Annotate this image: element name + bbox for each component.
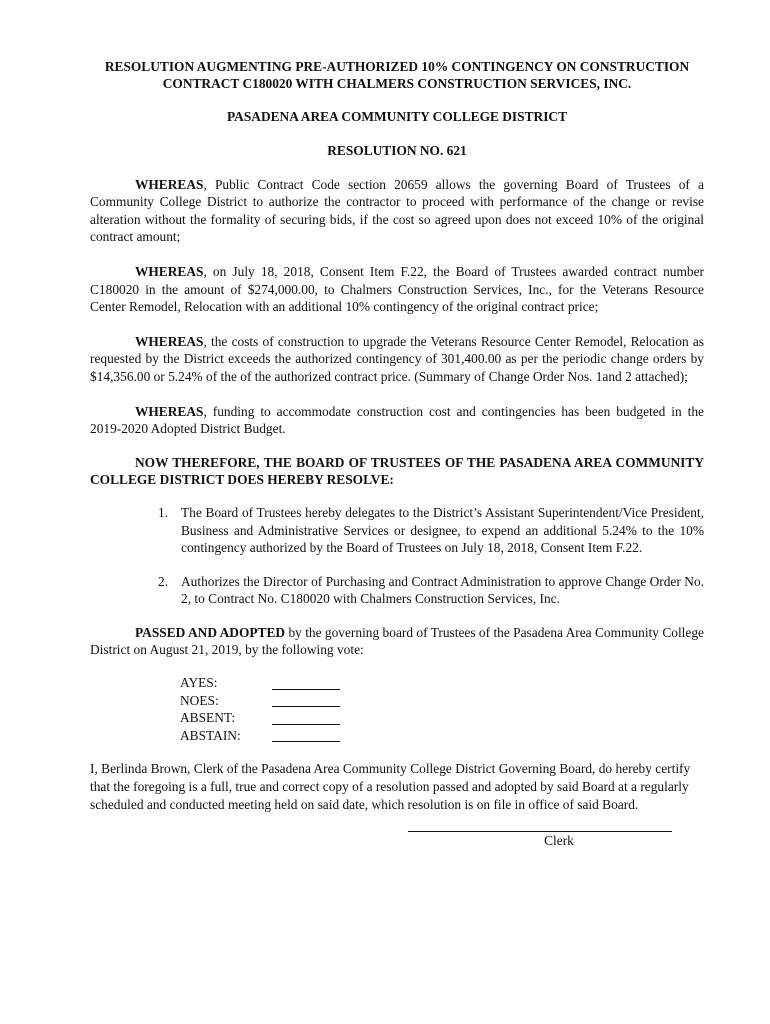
vote-label: ABSENT: (180, 710, 236, 726)
resolve-heading-text: NOW THEREFORE, THE BOARD OF TRUSTEES OF THE PASADENA AREA COMMUNITY COLLEGE DISTRICT DOES HEREBY RESOLVE: (90, 454, 704, 488)
list-item-text: The Board of Trustees hereby delegates to the District’s Assistant Superintendent/Vice President, Business and Administrative Services or designee, to expend an additional 5.24% to the 10% contingency authorized by the Board of Trustees on July 18, 2018, Consent Item F.22. (181, 504, 704, 556)
document-page (90, 58, 704, 849)
whereas-text: , Public Contract Code section 20659 allows the governing Board of Trustees of a Community College District to authorize the contractor to proceed with performance of the change or revise alteration without the formality of securing bids, if the cost so agreed upon does not exceed 10% of the original contract amount; (90, 176, 704, 245)
passed-text: by the governing board of Trustees of the Pasadena Area Community College District on August 21, 2019, by the following vote: (90, 624, 704, 658)
whereas-lead: WHEREAS (135, 403, 204, 419)
vote-blank-line[interactable] (272, 712, 340, 725)
vote-row-absent (180, 709, 704, 727)
resolve-heading (90, 454, 704, 489)
whereas-paragraph-4 (90, 403, 704, 438)
clerk-certification: I, Berlinda Brown, Clerk of the Pasadena Area Community College District Governing Board, do hereby certify that the foregoing is a full, true and correct copy of a resolution passed and adopted by said Board at a regularly scheduled and conducted meeting held on said date, which resolution is on file in office of said Board. (90, 761, 691, 812)
whereas-text: , funding to accommodate construction cost and contingencies has been budgeted in the 2019-2020 Adopted District Budget. (90, 403, 704, 437)
list-item-number: 1. (158, 504, 169, 520)
list-item (158, 573, 704, 608)
whereas-paragraph-3 (90, 333, 704, 386)
vote-tally (180, 674, 704, 744)
vote-label: ABSTAIN: (180, 727, 241, 743)
passed-adopted-paragraph (90, 624, 704, 659)
list-item (158, 504, 704, 557)
whereas-text: , on July 18, 2018, Consent Item F.22, the Board of Trustees awarded contract number C180020 in the amount of $274,000.00, to Chalmers Construction Services, Inc., for the Veterans Resource Center Remodel, Relocation with an additional 10% contingency of the original contract price; (90, 263, 704, 315)
title-line-2: CONTRACT C180020 WITH CHALMERS CONSTRUCTION SERVICES, INC. (162, 76, 632, 92)
resolution-list (90, 504, 704, 608)
vote-blank-line[interactable] (272, 729, 340, 742)
whereas-paragraph-1 (90, 176, 704, 246)
whereas-text: , the costs of construction to upgrade the Veterans Resource Center Remodel, Relocation as requested by the District exceeds the authorized contingency of 301,400.00 as per the periodic change orders by $14,356.00 or 5.24% of the of the authorized contract price. (Summary of Change Order Nos. 1and 2 attached); (90, 333, 704, 384)
passed-lead: PASSED AND ADOPTED (135, 624, 286, 640)
list-item-text: Authorizes the Director of Purchasing and Contract Administration to approve Change Order No. 2, to Contract No. C180020 with Chalmers Construction Services, Inc. (181, 573, 704, 607)
whereas-lead: WHEREAS (135, 176, 204, 192)
whereas-paragraph-2 (90, 263, 704, 316)
vote-label: AYES: (180, 675, 218, 691)
vote-blank-line[interactable] (272, 694, 340, 707)
signature-label: Clerk (544, 833, 574, 849)
district-name: PASADENA AREA COMMUNITY COLLEGE DISTRICT (226, 109, 568, 125)
vote-blank-line[interactable] (272, 677, 340, 690)
whereas-lead: WHEREAS (135, 333, 204, 349)
vote-row-noes (180, 692, 704, 710)
resolution-title (90, 58, 704, 92)
list-item-number: 2. (158, 573, 169, 589)
clerk-signature-block (408, 831, 672, 850)
resolution-number: RESOLUTION NO. 621 (327, 143, 467, 158)
vote-row-ayes (180, 674, 704, 692)
title-line-1: RESOLUTION AUGMENTING PRE-AUTHORIZED 10% CONTINGENCY ON CONSTRUCTION (104, 59, 690, 74)
vote-row-abstain (180, 727, 704, 745)
vote-label: NOES: (180, 692, 219, 708)
whereas-lead: WHEREAS (135, 263, 204, 279)
